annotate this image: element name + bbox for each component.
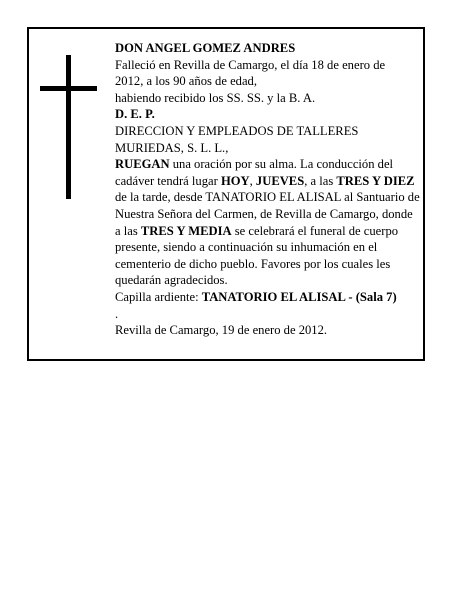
dep-line: D. E. P. xyxy=(115,107,155,122)
tres-y-diez-text: TRES Y DIEZ xyxy=(336,173,415,188)
cross-horizontal-bar xyxy=(40,86,97,91)
chapel-line xyxy=(115,289,420,306)
funeral-text-2: , a las xyxy=(304,173,337,188)
mourners-line-2: MURIEDAS, S. L. L., xyxy=(115,140,229,155)
funeral-paragraph xyxy=(115,156,420,289)
notice-text xyxy=(115,40,420,339)
chapel-label: Capilla ardiente: xyxy=(115,289,202,304)
period-line: . xyxy=(115,306,119,321)
chapel-value: TANATORIO EL ALISAL - (Sala 7) xyxy=(201,289,397,304)
funeral-text-4: se celebrará el funeral de cuerpo presente, siendo a continuación su inhumación en el cementerio de dicho pueblo. Favores por los cuales les quedarán agradecidos. xyxy=(115,223,399,288)
cross-vertical-bar xyxy=(66,55,71,199)
deceased-name: DON ANGEL GOMEZ ANDRES xyxy=(115,41,296,55)
funeral-comma: , xyxy=(249,173,256,188)
place-date-line: Revilla de Camargo, 19 de enero de 2012. xyxy=(115,323,328,338)
funeral-text-3: de la tarde, desde TANATORIO EL ALISAL al Santuario de Nuestra Señora del Carmen, de Revilla de Camargo, donde a las xyxy=(115,190,420,238)
death-line-2: 2012, a los 90 años de edad, xyxy=(115,74,257,89)
funeral-text-1: una oración por su alma. La conducción del cadáver tendrá lugar xyxy=(115,157,394,188)
tres-y-media-text: TRES Y MEDIA xyxy=(140,223,232,238)
sacraments-line: habiendo recibido los SS. SS. y la B. A. xyxy=(115,90,316,105)
obituary-notice xyxy=(27,27,425,361)
jueves-text: JUEVES xyxy=(255,173,305,188)
death-line-1: Falleció en Revilla de Camargo, el día 18 de enero de xyxy=(115,57,386,72)
mourners-line-1: DIRECCION Y EMPLEADOS DE TALLERES xyxy=(115,123,359,138)
hoy-text: HOY xyxy=(220,173,250,188)
ruegan-text: RUEGAN xyxy=(115,157,170,172)
